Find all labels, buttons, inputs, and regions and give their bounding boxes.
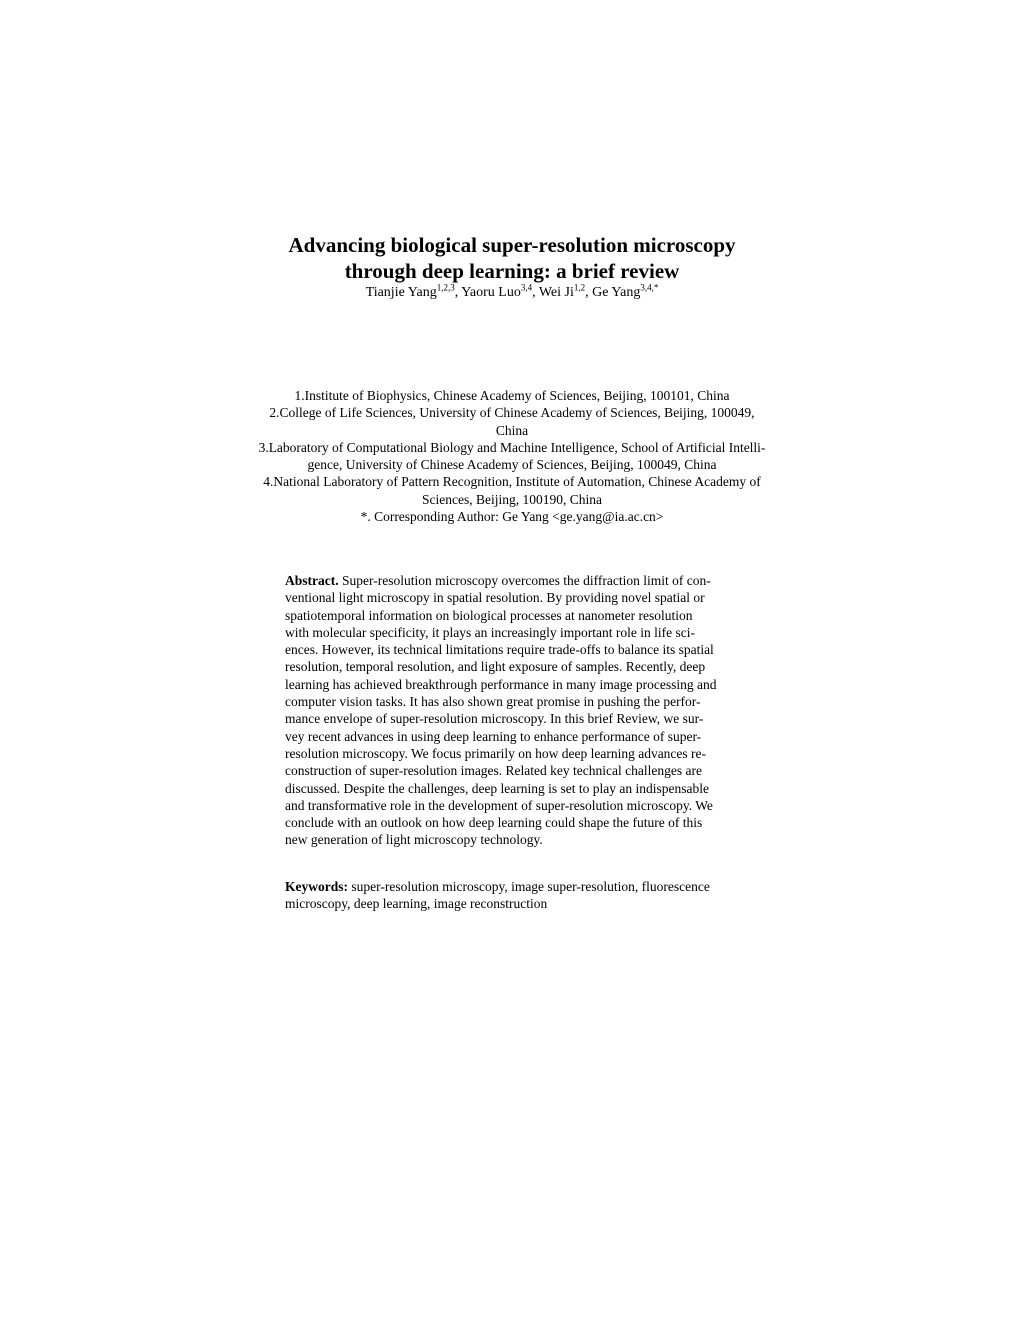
abstract-label: Abstract. [285,573,339,588]
abstract-line: computer vision tasks. It has also shown great promise in pushing the perfor- [285,694,701,710]
author-name: Ge Yang [592,285,641,300]
abstract-line: resolution, temporal resolution, and light exposure of samples. Recently, deep [285,659,706,675]
abstract-line: new generation of light microscopy technology. [285,832,543,848]
title-line: Advancing biological super-resolution microscopy [288,233,736,257]
author-affiliation-marks: 1,2 [573,282,586,293]
affiliation-line: 3.Laboratory of Computational Biology and Machine Intelligence, School of Artificial Intelli- [258,439,766,455]
affiliation-line: 4.National Laboratory of Pattern Recognition, Institute of Automation, Chinese Academy of [263,474,761,490]
keywords-line: microscopy, deep learning, image reconstruction [285,896,548,912]
abstract-line: ventional light microscopy in spatial resolution. By providing novel spatial or [285,590,705,606]
abstract-line: learning has achieved breakthrough performance in many image processing and [285,676,717,692]
abstract-line: vey recent advances in using deep learning to enhance performance of super- [285,728,702,744]
author-list [0,284,1024,302]
author-affiliation-marks: 1,2,3 [436,282,455,293]
affiliations [0,387,1024,525]
abstract-line: mance envelope of super-resolution microscopy. In this brief Review, we sur- [285,711,704,727]
keywords-text: super-resolution microscopy, image super-resolution, fluorescence [348,879,710,894]
author-separator: , [532,285,539,300]
author-affiliation-marks: 3,4 [520,282,533,293]
title-line: through deep learning: a brief review [344,259,680,283]
keywords-label: Keywords: [285,879,348,894]
abstract [285,572,745,849]
abstract-text: Super-resolution microscopy overcomes the diffraction limit of con- [338,573,711,588]
author-separator: , [454,285,462,300]
author-separator: , [585,285,593,300]
author-name: Wei Ji [538,285,574,300]
abstract-line: construction of super-resolution images. Related key technical challenges are [285,763,702,779]
affiliation-line: China [495,422,529,438]
keywords [285,878,745,913]
author-name: Tianjie Yang [365,285,437,300]
corresponding-author: *. Corresponding Author: Ge Yang <ge.yang@ia.ac.cn> [360,509,664,525]
author-affiliation-marks: 3,4,* [640,282,659,293]
abstract-line: with molecular specificity, it plays an increasingly important role in life sci- [285,624,696,640]
abstract-line [285,572,745,589]
affiliation-line: 1.Institute of Biophysics, Chinese Academy of Sciences, Beijing, 100101, China [294,388,730,403]
abstract-line: conclude with an outlook on how deep learning could shape the future of this [285,815,703,831]
affiliation-line: gence, University of Chinese Academy of Sciences, Beijing, 100049, China [307,457,717,473]
paper-title [0,232,1024,284]
abstract-line: and transformative role in the development of super-resolution microscopy. We [285,797,713,813]
abstract-line: resolution microscopy. We focus primarily on how deep learning advances re- [285,745,707,761]
keywords-line [285,878,745,895]
affiliation-line: Sciences, Beijing, 100190, China [422,491,602,507]
abstract-line: spatiotemporal information on biological processes at nanometer resolution [285,607,693,623]
abstract-line: discussed. Despite the challenges, deep learning is set to play an indispensable [285,780,710,796]
title-block [0,232,1024,302]
affiliation-line: 2.College of Life Sciences, University of Chinese Academy of Sciences, Beijing, 100049, [269,405,755,421]
author-name: Yaoru Luo [461,285,521,300]
abstract-line: ences. However, its technical limitations require trade-offs to balance its spatial [285,642,714,658]
